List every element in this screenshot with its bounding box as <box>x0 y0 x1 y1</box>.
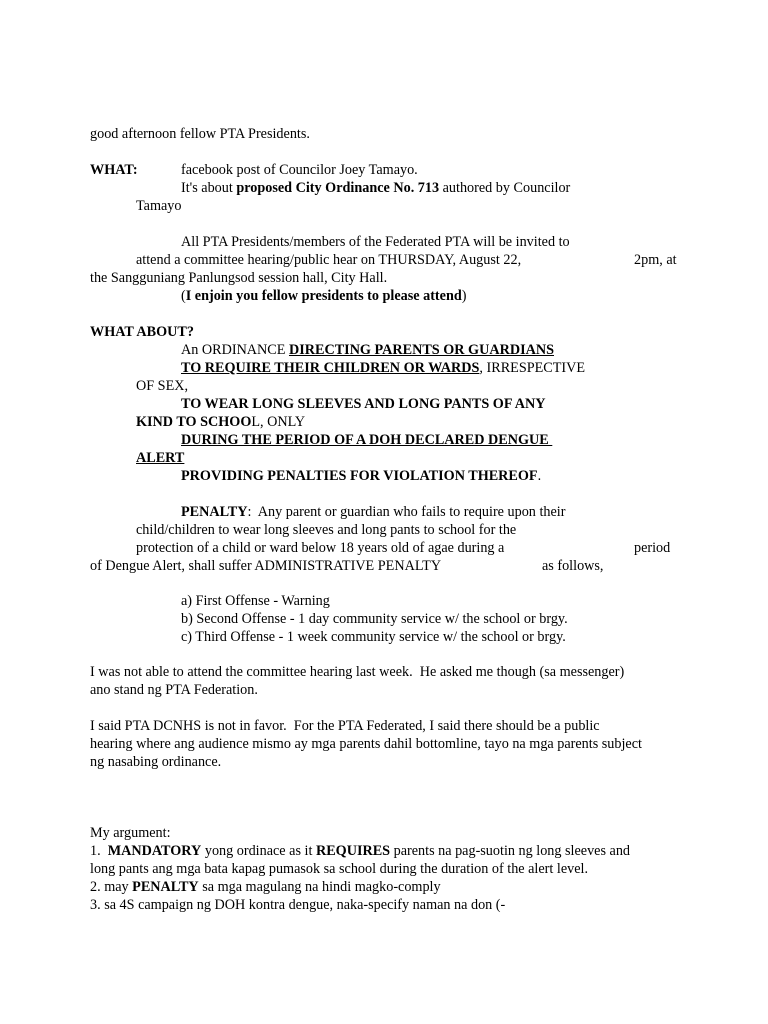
text-run: yong ordinace as it <box>201 843 316 859</box>
text-run: parents na pag-suotin ng long sleeves and <box>390 843 631 859</box>
penalty-line-4-right: as follows, <box>542 558 604 574</box>
what-label: WHAT: <box>90 162 138 178</box>
text-run: MANDATORY <box>107 843 202 859</box>
paragraph-2-line-3: ng nasabing ordinance. <box>90 754 222 770</box>
ordinance-number: proposed City Ordinance No. 713 <box>236 180 440 196</box>
argument-label: My argument: <box>90 825 171 841</box>
argument-3: 3. sa 4S campaign ng DOH kontra dengue, naka-specify naman na don (- <box>90 897 506 913</box>
enjoin-line <box>181 287 466 305</box>
offense-item: c) Third Offense - 1 week community service w/ the school or brgy. <box>181 629 566 645</box>
ordinance-line-6: DURING THE PERIOD OF A DOH DECLARED DENGUE <box>181 432 553 448</box>
paragraph-1-line-2: ano stand ng PTA Federation. <box>90 682 258 698</box>
invite-line-3: the Sangguniang Panlungsod session hall, City Hall. <box>90 270 388 286</box>
text-run: 1. <box>90 843 108 859</box>
paragraph-2-line-2: hearing where ang audience mismo ay mga parents dahil bottomline, tayo na mga parents subject <box>90 736 642 752</box>
text-run: PROVIDING PENALTIES FOR VIOLATION THEREOF <box>181 468 538 484</box>
ordinance-line-5 <box>136 413 305 431</box>
ordinance-line-7: ALERT <box>136 450 185 466</box>
ordinance-line-3: OF SEX, <box>136 378 189 394</box>
what-line-1: facebook post of Councilor Joey Tamayo. <box>181 162 418 178</box>
ordinance-line-1 <box>181 341 554 359</box>
text-run: L, ONLY <box>251 414 306 430</box>
invite-line-1: All PTA Presidents/members of the Federated PTA will be invited to <box>181 234 570 250</box>
argument-2 <box>90 878 441 896</box>
ordinance-line-8 <box>181 467 541 485</box>
penalty-line-4: of Dengue Alert, shall suffer ADMINISTRATIVE PENALTY <box>90 558 442 574</box>
what-line-3: Tamayo <box>136 198 182 214</box>
ordinance-line-2 <box>181 359 585 377</box>
what-about-label: WHAT ABOUT? <box>90 324 194 340</box>
penalty-line-3: protection of a child or ward below 18 years old of agae during a <box>136 540 505 556</box>
text-run: REQUIRES <box>315 843 391 859</box>
text-run: TO REQUIRE THEIR CHILDREN OR WARDS <box>181 360 480 376</box>
text-run: PENALTY <box>132 879 199 895</box>
offense-item: a) First Offense - Warning <box>181 593 330 609</box>
enjoin-text: I enjoin you fellow presidents to please attend <box>185 288 462 304</box>
paragraph-1-line-1: I was not able to attend the committee hearing last week. He asked me though (sa messenger) <box>90 664 625 680</box>
text-run: An ORDINANCE <box>181 342 289 358</box>
penalty-label: PENALTY <box>181 504 248 520</box>
penalty-line-1 <box>181 503 565 521</box>
text-run: , IRRESPECTIVE <box>479 360 586 376</box>
paragraph-2-line-1: I said PTA DCNHS is not in favor. For the PTA Federated, I said there should be a public <box>90 718 600 734</box>
text-run: authored by Councilor <box>439 180 571 196</box>
text-run: : Any parent or guardian who fails to require upon their <box>247 504 566 520</box>
invite-line-2: attend a committee hearing/public hear on THURSDAY, August 22, <box>136 252 522 268</box>
offense-item: b) Second Offense - 1 day community service w/ the school or brgy. <box>181 611 568 627</box>
text-run: KIND TO SCHOO <box>136 414 252 430</box>
greeting-line: good afternoon fellow PTA Presidents. <box>90 126 310 142</box>
ordinance-line-4: TO WEAR LONG SLEEVES AND LONG PANTS OF ANY <box>181 396 546 412</box>
argument-1-line-1 <box>90 842 630 860</box>
text-run: 2. may <box>90 879 133 895</box>
text-run: DIRECTING PARENTS OR GUARDIANS <box>288 342 554 358</box>
text-run: ) <box>461 288 467 304</box>
argument-1-line-2: long pants ang mga bata kapag pumasok sa school during the duration of the alert level. <box>90 861 589 877</box>
text-run: . <box>537 468 542 484</box>
penalty-line-3-right: period <box>634 540 671 556</box>
penalty-line-2: child/children to wear long sleeves and long pants to school for the <box>136 522 517 538</box>
what-line-2 <box>181 179 570 197</box>
text-run: ( <box>181 288 186 304</box>
invite-time: 2pm, at <box>634 252 677 268</box>
text-run: sa mga magulang na hindi magko-comply <box>198 879 441 895</box>
text-run: It's about <box>181 180 237 196</box>
